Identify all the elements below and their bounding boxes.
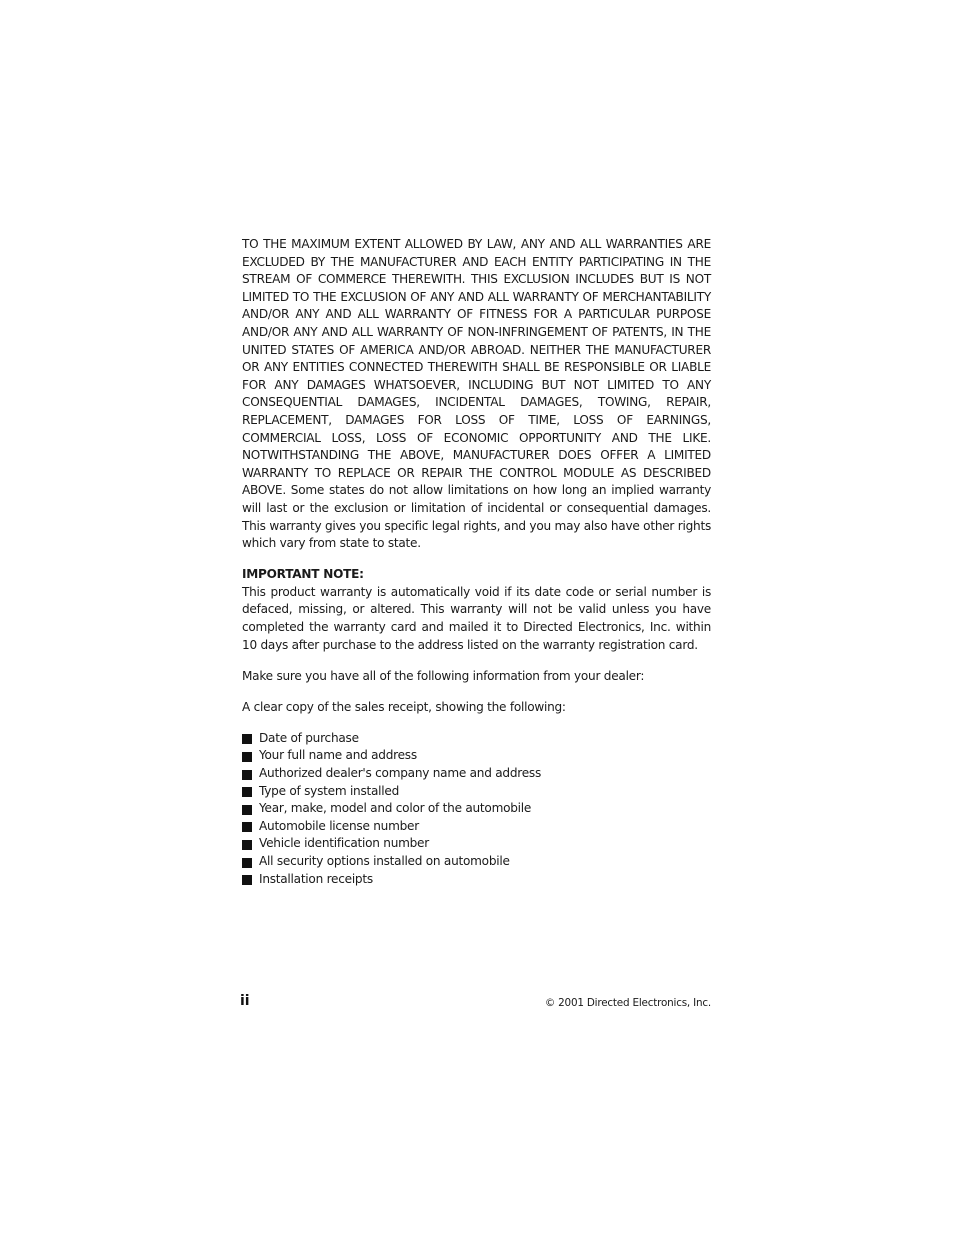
important-note-section (242, 566, 711, 654)
list-item-label: Your full name and address (259, 748, 417, 763)
copyright-notice: © 2001 Directed Electronics, Inc. (544, 997, 711, 1009)
list-item (242, 853, 711, 871)
black-square-icon (242, 858, 252, 868)
list-item-label: All security options installed on automobile (259, 854, 510, 868)
important-note-heading: IMPORTANT NOTE: (242, 567, 364, 582)
list-item-label: Vehicle identification number (259, 836, 429, 851)
black-square-icon (242, 805, 252, 815)
list-item-label: Type of system installed (259, 783, 400, 798)
black-square-icon (242, 752, 252, 762)
list-item-label: Date of purchase (259, 730, 359, 745)
warranty-disclaimer: TO THE MAXIMUM EXTENT ALLOWED BY LAW, ANY AND ALL WARRANTIES ARE EXCLUDED BY THE MANUFACTURER AND EACH ENTITY PARTICIPATING IN THE STREAM OF COMMERCE THEREWITH. THIS EXCLUSION INCLUDES BUT IS NOT LIMITED TO THE EXCLUSION OF ANY AND ALL WARRANTY OF MERCHANTABILITY AND/OR ANY AND ALL WARRANTY OF FITNESS FOR A PARTICULAR PURPOSE AND/OR ANY AND ALL WARRANTY OF NON-INFRINGEMENT OF PATENTS, IN THE UNITED STATES OF AMERICA AND/OR ABROAD. NEITHER THE MANUFACTURER OR ANY ENTITIES CONNECTED THEREWITH SHALL BE RESPONSIBLE OR LIABLE FOR ANY DAMAGES WHATSOEVER, INCLUDING BUT NOT LIMITED TO ANY CONSEQUENTIAL DAMAGES, INCIDENTAL DAMAGES, TOWING, REPAIR, REPLACEMENT, DAMAGES FOR LOSS OF TIME, LOSS OF EARNINGS, COMMERCIAL LOSS, LOSS OF ECONOMIC OPPORTUNITY AND THE LIKE. NOTWITHSTANDING THE ABOVE, MANUFACTURER DOES OFFER A LIMITED WARRANTY TO REPLACE OR REPAIR THE CONTROL MODULE AS DESCRIBED ABOVE. Some states do not allow limitations on how long an implied warranty will last or the exclusion or limitation of incidental or consequential damages. This warranty gives you specific legal rights, and you may also have other rights which vary from state to state. (242, 237, 711, 551)
black-square-icon (242, 875, 252, 885)
receipt-intro: A clear copy of the sales receipt, showing the following: (242, 699, 566, 714)
list-item (242, 835, 711, 853)
page-number: ii (240, 993, 250, 1009)
list-item (242, 765, 711, 783)
receipt-items-list (242, 730, 711, 888)
page-content (242, 236, 711, 888)
list-item (242, 783, 711, 801)
black-square-icon (242, 840, 252, 850)
list-item-label: Automobile license number (259, 818, 419, 833)
black-square-icon (242, 787, 252, 797)
list-item (242, 871, 711, 889)
list-item (242, 818, 711, 836)
black-square-icon (242, 734, 252, 744)
list-item (242, 800, 711, 818)
list-item-label: Authorized dealer's company name and address (259, 766, 541, 781)
black-square-icon (242, 822, 252, 832)
list-item-label: Installation receipts (259, 871, 373, 886)
dealer-info-text: Make sure you have all of the following information from your dealer: (242, 668, 645, 683)
list-item (242, 730, 711, 748)
black-square-icon (242, 770, 252, 780)
list-item (242, 747, 711, 765)
list-item-label: Year, make, model and color of the automobile (259, 801, 532, 816)
important-note-text: This product warranty is automatically void if its date code or serial number is defaced, missing, or altered. This warranty will not be valid unless you have completed the warranty card and mailed it to Directed Electronics, Inc. within 10 days after purchase to the address listed on the warranty registration card. (242, 584, 711, 652)
